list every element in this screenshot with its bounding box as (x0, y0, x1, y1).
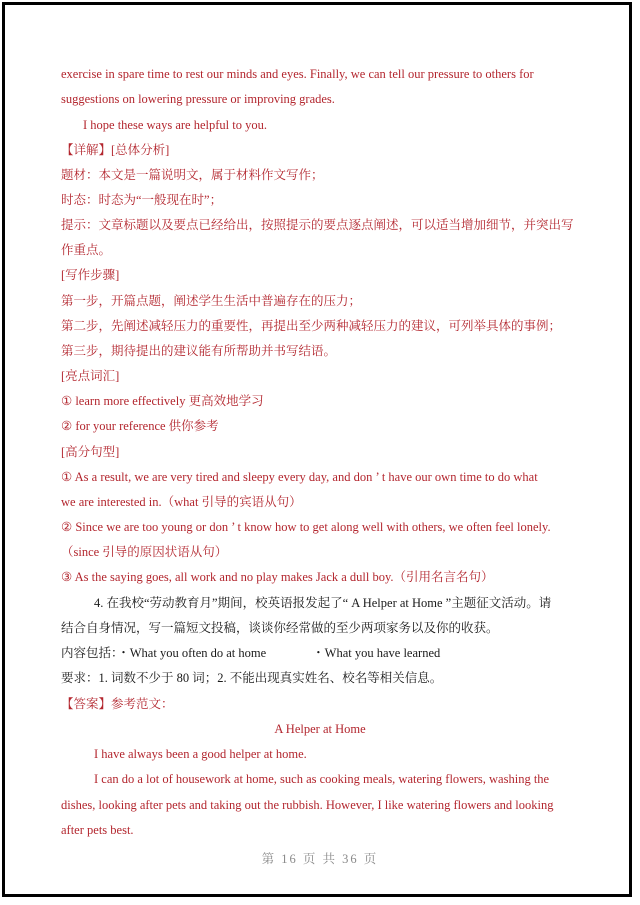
essay-line: I can do a lot of housework at home, such as cooking meals, watering flowers, washing the (94, 772, 550, 786)
sentence-pattern-2: ② Since we are too young or don ’ t know how to get along well with others, we often feel lonely. (61, 520, 551, 534)
explanation-heading: 【详解】[总体分析] (61, 143, 170, 157)
sentence-pattern-1-cont: we are interested in.（what 引导的宾语从句） (61, 495, 302, 509)
analysis-topic: 题材：本文是一篇说明文，属于材料作文写作； (61, 168, 324, 182)
vocabulary-item-2: ② for your reference 供你参考 (61, 419, 219, 433)
question-4-prompt-cont: 结合自身情况，写一篇短文投稿，谈谈你经常做的至少两项家务以及你的收获。 (61, 621, 499, 635)
question-4-content (61, 645, 440, 661)
analysis-tip: 提示：文章标题以及要点已经给出，按照提示的要点逐点阐述，可以适当增加细节，并突出写 (61, 218, 574, 232)
writing-steps-heading: [写作步骤] (61, 268, 120, 282)
writing-step-1: 第一步，开篇点题，阐述学生生活中普遍存在的压力； (61, 294, 362, 308)
writing-step-2: 第二步，先阐述减轻压力的重要性，再提出至少两种减轻压力的建议，可列举具体的事例； (61, 319, 562, 333)
analysis-tense: 时态：时态为“一般现在时”； (61, 193, 223, 207)
content-point-1: 内容包括：・What you often do at home (61, 646, 267, 660)
sentence-pattern-2-cont: （since 引导的原因状语从句） (61, 545, 228, 559)
answer-closing-line: I hope these ways are helpful to you. (83, 118, 267, 132)
vocabulary-item-1: ① learn more effectively 更高效地学习 (61, 394, 264, 408)
writing-step-3: 第三步，期待提出的建议能有所帮助并书写结语。 (61, 344, 337, 358)
sentence-pattern-3: ③ As the saying goes, all work and no play makes Jack a dull boy.（引用名言名句） (61, 570, 494, 584)
question-4-requirements: 要求：1. 词数不少于 80 词；2. 不能出现真实姓名、校名等相关信息。 (61, 671, 443, 685)
answer-paragraph-line: exercise in spare time to rest our minds and eyes. Finally, we can tell our pressure to others for (61, 67, 534, 81)
essay-line: I have always been a good helper at home. (94, 747, 307, 761)
content-point-2: ・What you have learned (312, 646, 441, 660)
essay-line: dishes, looking after pets and taking out the rubbish. However, I like watering flowers and looking (61, 798, 554, 812)
analysis-tip-cont: 作重点。 (61, 243, 112, 257)
question-4-prompt: 4. 在我校“劳动教育月”期间，校英语报发起了“ A Helper at Home ”主题征文活动。请 (94, 596, 552, 610)
sentence-pattern-1: ① As a result, we are very tired and sleepy every day, and don ’ t have our own time to do what (61, 470, 538, 484)
essay-line: after pets best. (61, 823, 134, 837)
answer-heading: 【答案】参考范文： (61, 697, 174, 711)
sentence-patterns-heading: [高分句型] (61, 445, 120, 459)
essay-title: A Helper at Home (274, 722, 366, 736)
vocabulary-heading: [亮点词汇] (61, 369, 120, 383)
page-number-footer: 第 16 页 共 36 页 (261, 852, 379, 866)
answer-paragraph-line: suggestions on lowering pressure or improving grades. (61, 92, 335, 106)
